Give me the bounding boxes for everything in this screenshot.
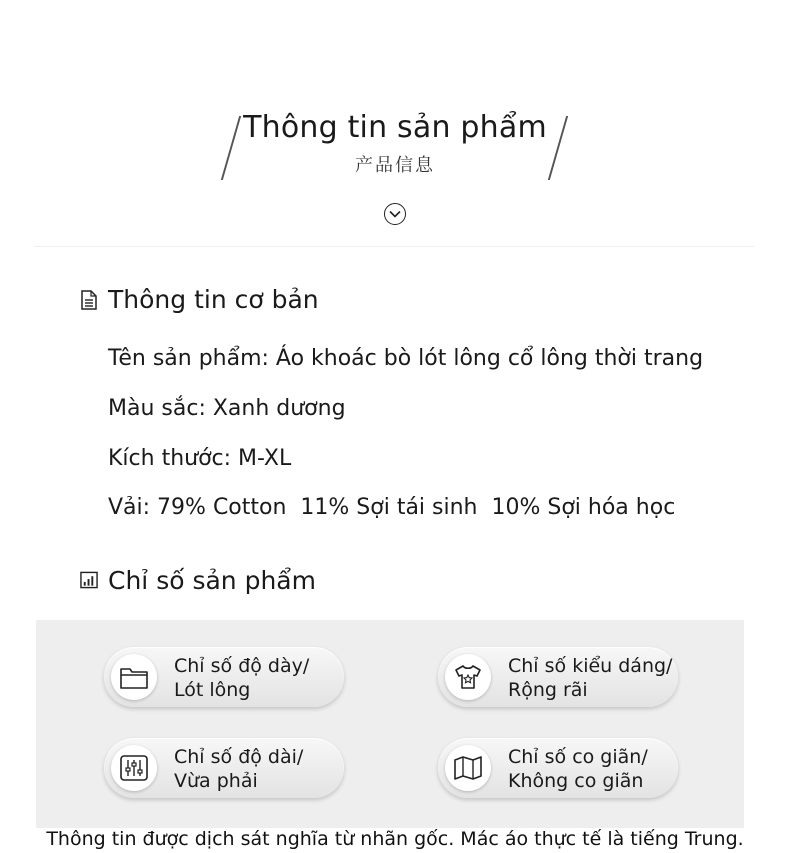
- index-thickness-value: Lót lông: [174, 679, 251, 701]
- index-style: [438, 647, 678, 707]
- tshirt-icon: [445, 654, 491, 700]
- footer-note: Thông tin được dịch sát nghĩa từ nhãn gốc. Mác áo thực tế là tiếng Trung.: [46, 828, 744, 850]
- bar-chart-icon: [80, 571, 98, 591]
- index-thickness-text: [174, 654, 309, 702]
- section-basic-title: Thông tin cơ bản: [108, 285, 319, 314]
- page-subtitle: 产品信息: [355, 155, 435, 176]
- chevron-down-circle-icon[interactable]: [384, 203, 406, 225]
- sliders-icon: [111, 745, 157, 791]
- index-length: [104, 738, 344, 798]
- page-title: Thông tin sản phẩm: [243, 110, 547, 145]
- index-elasticity-text: [508, 745, 648, 793]
- index-style-label: Chỉ số kiểu dáng/: [508, 655, 673, 677]
- index-elasticity-label: Chỉ số co giãn/: [508, 746, 648, 768]
- info-color: Màu sắc: Xanh dương: [108, 396, 346, 421]
- index-style-text: [508, 654, 672, 702]
- index-elasticity: [438, 738, 678, 798]
- folder-icon: [111, 654, 157, 700]
- index-elasticity-value: Không co giãn: [508, 770, 644, 792]
- info-fabric: Vải: 79% Cotton 11% Sợi tái sinh 10% Sợi hóa học: [108, 495, 676, 520]
- index-length-text: [174, 745, 303, 793]
- index-style-value: Rộng rãi: [508, 679, 588, 701]
- map-icon: [445, 745, 491, 791]
- index-thickness-label: Chỉ số độ dày/: [174, 655, 310, 677]
- info-size: Kích thước: M-XL: [108, 446, 292, 471]
- section-product-index: [80, 566, 316, 595]
- document-icon: [80, 290, 98, 310]
- header-divider: [34, 246, 754, 247]
- header: [0, 0, 790, 250]
- section-index-title: Chỉ số sản phẩm: [108, 566, 316, 595]
- section-basic-info: [80, 285, 319, 314]
- index-length-value: Vừa phải: [174, 770, 258, 792]
- index-panel: [36, 620, 744, 828]
- info-product-name: Tên sản phẩm: Áo khoác bò lót lông cổ lông thời trang: [108, 346, 704, 371]
- index-length-label: Chỉ số độ dài/: [174, 746, 304, 768]
- index-thickness: [104, 647, 344, 707]
